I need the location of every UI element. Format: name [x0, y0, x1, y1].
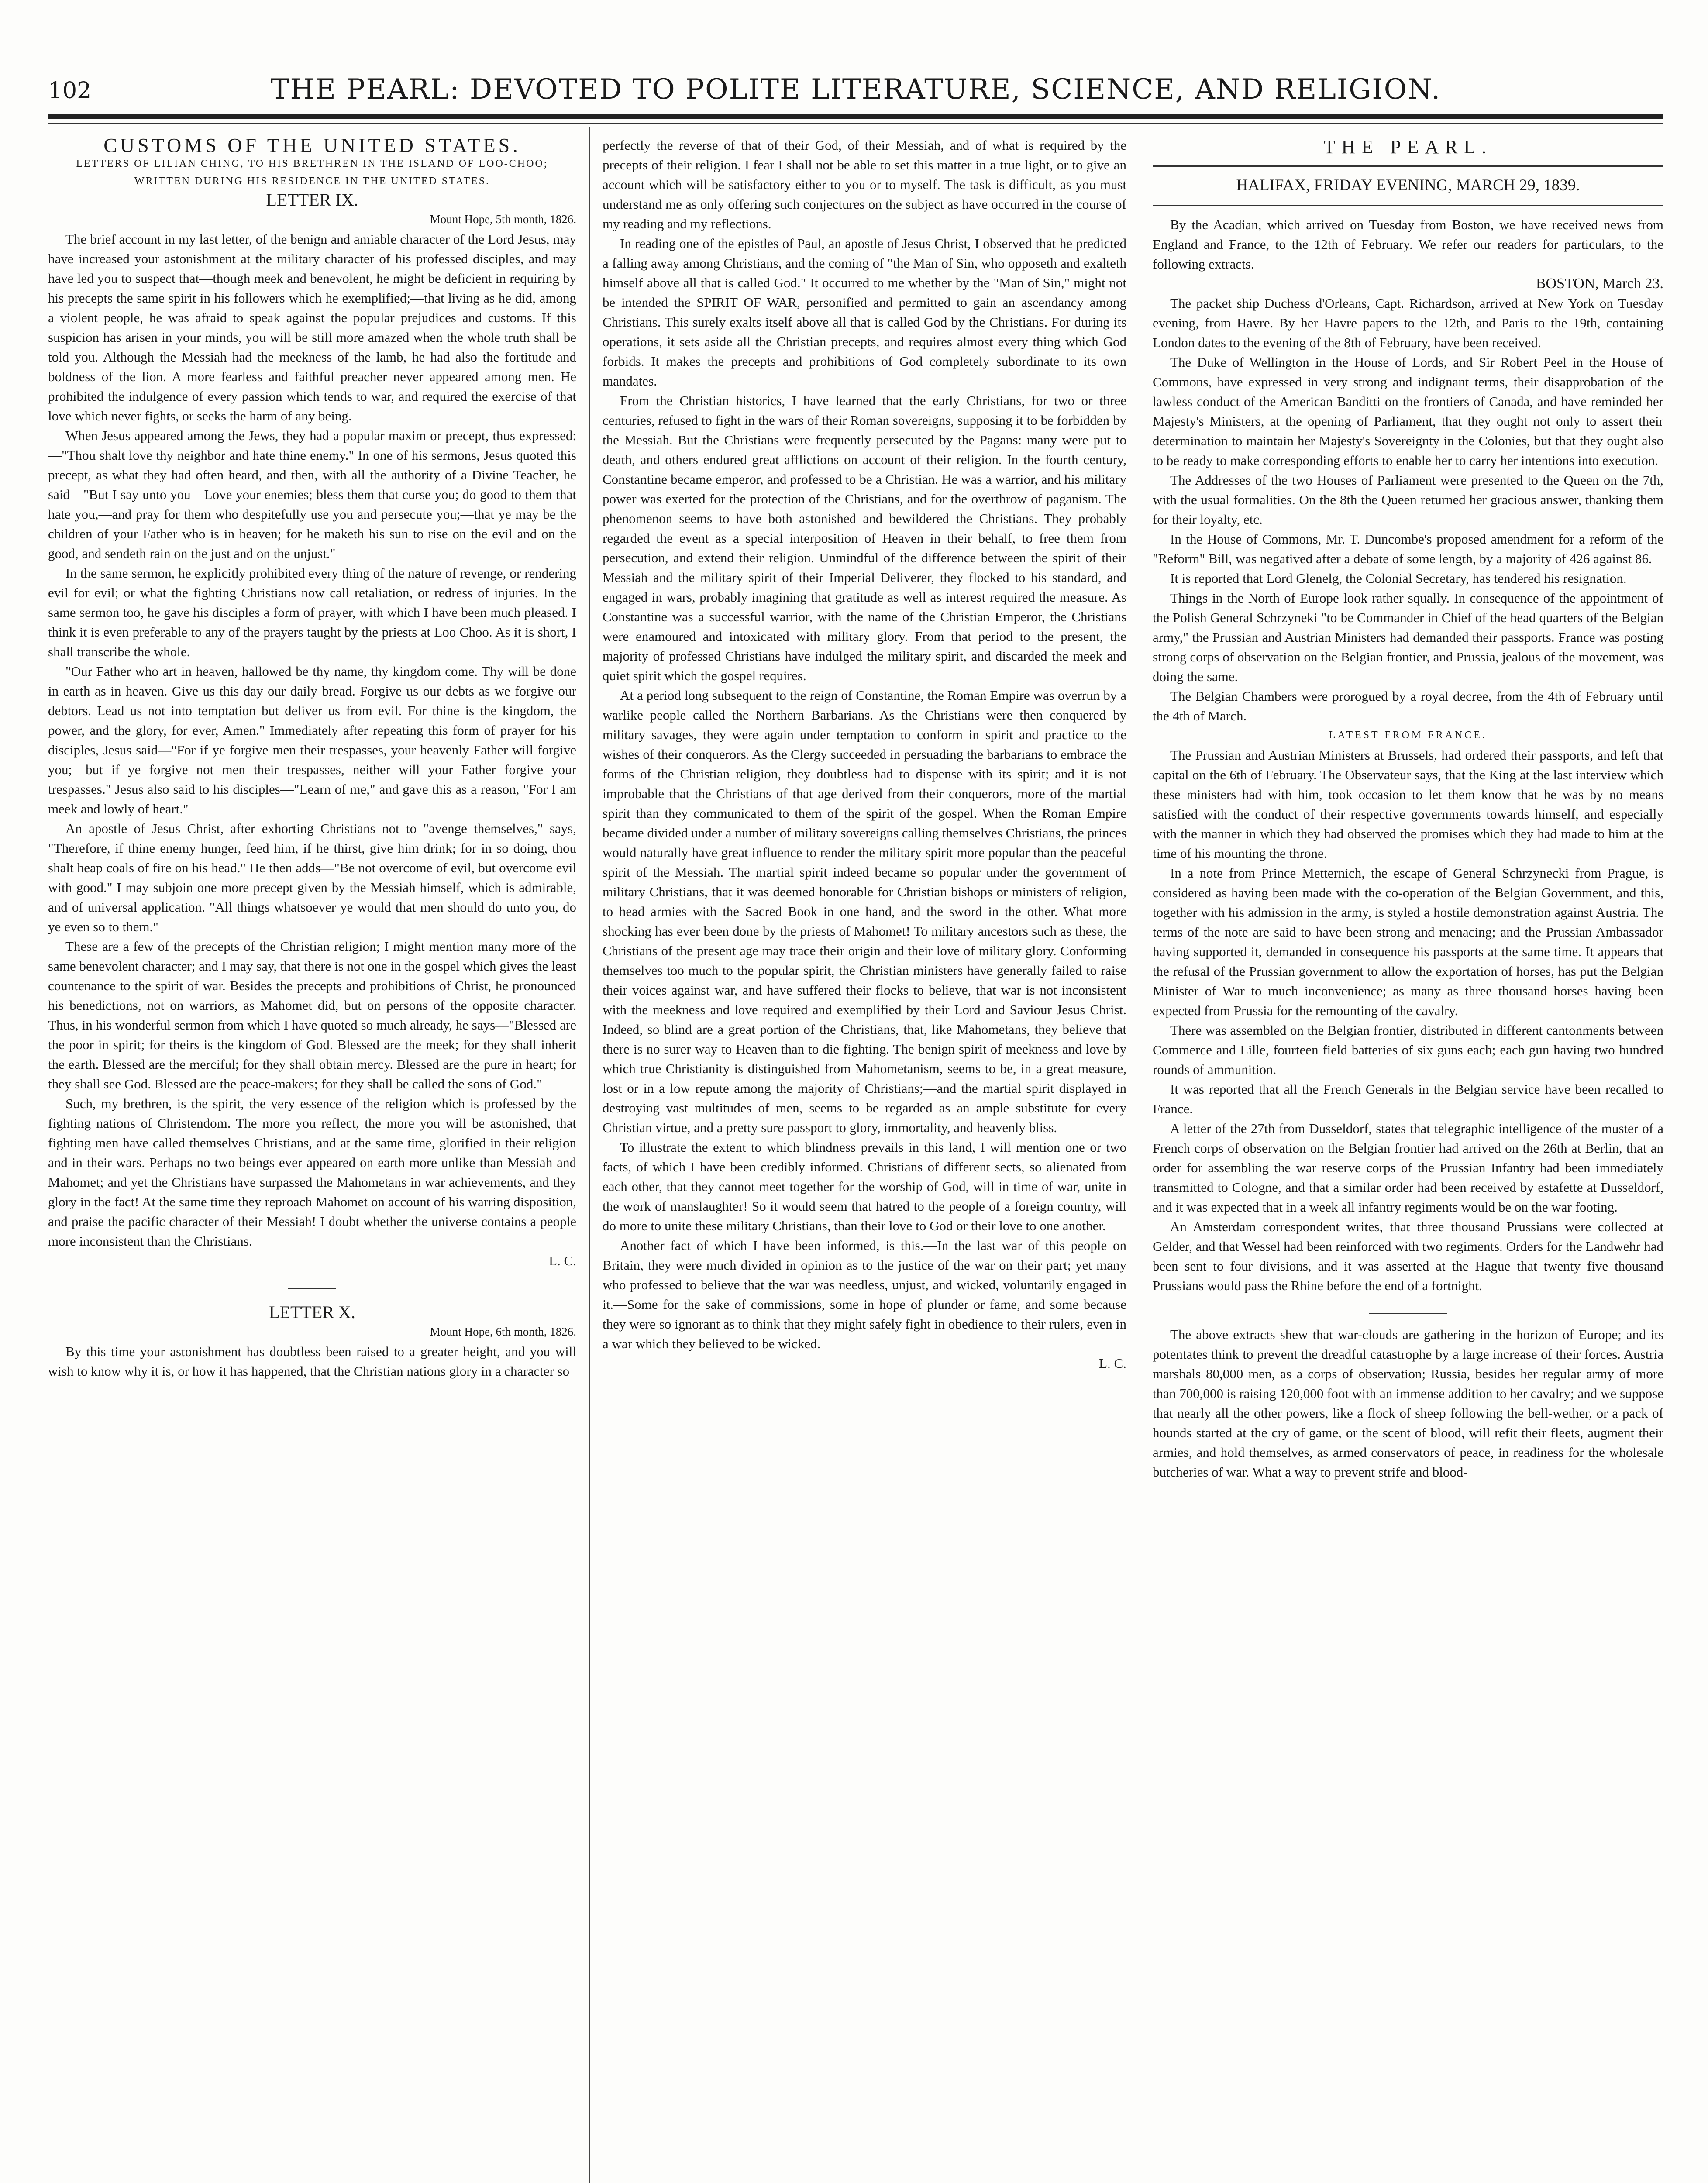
paragraph: The packet ship Duchess d'Orleans, Capt. Richardson, arrived at New York on Tuesday evening, from Havre. By her Havre papers to the 12th, and Paris to the 19th, containing London dates to the evening of the 8th of February, have been received. [1153, 296, 1663, 350]
paragraph: There was assembled on the Belgian frontier, distributed in different cantonments between Commerce and Lille, fourteen field batteries of six guns each; each gun having two hundred rounds of ammunition. [1153, 1023, 1663, 1077]
column-divider [1140, 127, 1141, 2183]
letter-title: LETTER IX. [266, 190, 358, 210]
paragraph: The Addresses of the two Houses of Parliament were presented to the Queen on the 7th, with the usual formalities. On the 8th the Queen returned her gracious answer, thanking them for their loyalty, etc. [1153, 472, 1663, 527]
paragraph: Such, my brethren, is the spirit, the very essence of the religion which is professed by the fighting nations of Christendom. The more you reflect, the more you will be astonished, that fighting men have called themselves Christians, and at the same time, glorified in their religion and in their wars. Perhaps no two beings ever appeared on earth more unlike than Messiah and Mahomet; and yet the Christians have surpassed the Mahometans in war achievements, and they glory in the fact! At the same time they reproach Mahomet on account of his warring disposition, and praise the pacific character of their Messiah! I doubt whether the universe contains a people more inconsistent than the Christians. [48, 1096, 576, 1249]
article-subheading: LETTERS OF LILIAN CHING, TO HIS BRETHREN IN THE ISLAND OF LOO-CHOO; WRITTEN DURING HIS RESIDENCE IN THE UNITED STATES. [76, 158, 548, 187]
paragraph: It is reported that Lord Glenelg, the Colonial Secretary, has tendered his resignation. [1170, 571, 1627, 586]
paragraph: By this time your astonishment has doubtless been raised to a greater height, and you will wish to know why it is, or how it has happened, that the Christian nations glory in a character so [48, 1344, 576, 1379]
section-heading: LATEST FROM FRANCE. [1329, 730, 1487, 741]
boston-dateline: BOSTON, March 23. [1536, 275, 1663, 292]
paragraph: It was reported that all the French Generals in the Belgian service have been recalled to France. [1153, 1081, 1663, 1116]
paragraph: In the same sermon, he explicitly prohibited every thing of the nature of revenge, or rendering evil for evil; or what the fighting Christians now call retaliation, or redress of injuries. In the same sermon too, he gave his disciples a form of prayer, with which I have been much pleased. I think it is even preferable to any of the prayers taught by the priests at Loo Choo. As it is short, I shall transcribe the whole. [48, 565, 576, 659]
edition-dateline: HALIFAX, FRIDAY EVENING, MARCH 29, 1839. [1236, 176, 1580, 194]
paragraph: perfectly the reverse of that of their God, of their Messiah, and of what is required by the precepts of their religion. I fear I shall not be able to set this matter in a true light, or to give an account which will be satisfactory either to you or to myself. The task is difficult, as you must understand me as only offering such conjectures on the subject as have occurred in the course of my reading and my reflections. [603, 138, 1126, 231]
paragraph: An Amsterdam correspondent writes, that three thousand Prussians were collected at Gelder, and that Wessel had been reinforced with two regiments. Orders for the Landwehr had been sent to four divisions, and it was asserted at the Hague that twenty five thousand Prussians would pass the Rhine before the end of a fortnight. [1153, 1219, 1663, 1293]
paragraph: These are a few of the precepts of the Christian religion; I might mention many more of the same benevolent character; and I may say, that there is not one in the gospel which gives the least countenance to the spirit of war. Besides the precepts and prohibitions of Christ, he pronounced his benedictions, not on warriors, as Mahomet did, but on persons of the opposite character. Thus, in his wonderful sermon from which I have quoted so much already, he says—"Blessed are the poor in spirit; for theirs is the kingdom of God. Blessed are the meek; for they shall inherit the earth. Blessed are the merciful; for they shall obtain mercy. Blessed are the pure in heart; for they shall see God. Blessed are the peace-makers; for they shall be called the sons of God." [48, 939, 576, 1092]
letter-dateline: Mount Hope, 6th month, 1826. [430, 1325, 576, 1338]
paragraph: In reading one of the epistles of Paul, an apostle of Jesus Christ, I observed that he predicted a falling away among Christians, and the coming of "the Man of Sin, who opposeth and exalteth himself above all that is called God." It occurred to me whether by the "Man of Sin," might not be intended the SPIRIT OF WAR, personified and permitted to gain an ascendancy among Christians. This surely exalts itself above all that is called God by the Christians. For during its operations, it sets aside all the Christian precepts, and requires almost every thing which God forbids. It makes the precepts and prohibitions of God completely subordinate to its own mandates. [603, 236, 1126, 389]
masthead-rule-thick [48, 114, 1663, 119]
editorial-title: THE PEARL. [1323, 136, 1493, 158]
paragraph: At a period long subsequent to the reign of Constantine, the Roman Empire was overrun by a warlike people called the Northern Barbarians. As the Christians were then conquered by military savages, they were again under temptation to conform in spirit and practice to the wishes of their conquerors. As the Clergy succeeded in persuading the barbarians to embrace the forms of the Christian religion, they doubtless had to dispense with its spirit; and it is not improbable that the Christians of that age derived from their conquerors, more of the martial spirit than they communicated to them of the spirit of the gospel. When the Roman Empire became divided under a number of military sovereigns calling themselves Christians, the princes would naturally have great influence to render the military spirit more popular than the peaceful spirit of the Messiah. The martial spirit indeed became so popular under the government of military Christians, that it was deemed honorable for Christian bishops or ministers of religion, to head armies with the Sacred Book in one hand, and the sword in the other. What more shocking has ever been done by the priests of Mahomet! To military ancestors such as these, the Christians of the present age may trace their origin and their love of military glory. Conforming themselves too much to the popular spirit, the Christian ministers have generally failed to raise their voices against war, and have suffered their flocks to believe, that war is not inconsistent with the meekness and love required and exemplified by their Lord and Saviour Jesus Christ. Indeed, so blind are a great portion of the Christians, that, like Mahometans, they believe that there is no surer way to Heaven than to die fighting. The benign spirit of meekness and love by which true Christianity is distinguished from Mahometanism, seems to be, in a great measure, lost or in a low repute among the majority of Christians;—and the martial spirit displayed in destroying vast multitudes of men, seems to be regarded as an ample substitute for every Christian virtue, and a pretty sure passport to glory, immortality, and heavenly bliss. [603, 688, 1126, 1135]
paragraph: A letter of the 27th from Dusseldorf, states that telegraphic intelligence of the muster of a French corps of observation on the Belgian frontier had arrived on the 26th at Berlin, that an order for assembling the war reserve corps of the Prussian Infantry had been immediately transmitted to Cologne, and that a similar order had been received by estafette at Dusseldorf, and it was expected that in a week all infantry regiments would be on the war footing. [1153, 1121, 1663, 1215]
paragraph: "Our Father who art in heaven, hallowed be thy name, thy kingdom come. Thy will be done in earth as in heaven. Give us this day our daily bread. Forgive us our debts as we forgive our debtors. Lead us not into temptation but deliver us from evil. For thine is the kingdom, the power, and the glory, for ever, Amen." Immediately after repeating this form of prayer for his disciples, Jesus said—"For if ye forgive men their trespasses, your heavenly Father will forgive you;—but if ye forgive not men their trespasses, neither will your Father forgive your trespasses." Jesus also said to his disciples—"Learn of me," and gave this as a reason, "For I am meek and lowly of heart." [48, 664, 576, 816]
section-rule [288, 1288, 336, 1289]
column-left [48, 135, 576, 2183]
signature: L. C. [1099, 1356, 1126, 1371]
masthead [48, 65, 1663, 109]
paragraph: The Prussian and Austrian Ministers at Brussels, had ordered their passports, and left that capital on the 6th of February. The Observateur says, that the King at the last interview which these ministers had with him, took occasion to let them know that he was by no means satisfied with the conduct of their respective governments towards himself, and especially with the manner in which they had observed the promises which they had made to him at the time of his mounting the throne. [1153, 747, 1663, 861]
column-right [1153, 135, 1663, 2183]
paragraph: In the House of Commons, Mr. T. Duncombe's proposed amendment for a reform of the "Reform" Bill, was negatived after a debate of some length, by a majority of 426 against 86. [1153, 531, 1663, 566]
page-number: 102 [48, 78, 92, 104]
paragraph: Another fact of which I have been informed, is this.—In the last war of this people on Britain, they were much divided in opinion as to the justice of the war on their part; yet many who professed to believe that the war was needless, unjust, and wicked, voluntarily engaged in it.—Some for the sake of commissions, some in hope of plunder or fame, and some because they were so ignorant as to think that they might safely fight in obedience to their rulers, even in a war which they believed to be wicked. [603, 1238, 1126, 1351]
paragraph: From the Christian historics, I have learned that the early Christians, for two or three centuries, refused to fight in the wars of their Roman sovereigns, supposing it to be forbidden by the Messiah. But the Christians were frequently persecuted by the Pagans: many were put to death, and others endured great afflictions on account of their religion. In the fourth century, Constantine became emperor, and professed to be a Christian. He was a warrior, and his military power was exerted for the protection of the Christians, and for the overthrow of paganism. The phenomenon seems to have both astonished and bewildered the Christians. They probably regarded the event as a special interposition of Heaven in their behalf, to free them from persecution, and extend their religion. Unmindful of the difference between the spirit of their Messiah and the military spirit of their Imperial Deliverer, they flocked to his standard, and engaged in wars, probably imagining that gratitude as well as interest required the measure. As Constantine was a successful warrior, with the name of the Christian Emperor, the Christians were enamoured and intoxicated with military glory. From that period to the present, the majority of professed Christians have indulged the military spirit, and discarded the meek and quiet spirit which the gospel requires. [603, 393, 1126, 683]
column-divider [589, 127, 591, 2183]
edition-rule [1153, 205, 1663, 206]
paragraph: The brief account in my last letter, of the benign and amiable character of the Lord Jesus, may have increased your astonishment at the military character of his professed disciples, and may have led you to suspect that—though meek and benevolent, he might be deficient in requiring by his precepts the same spirit in his followers which he exemplified;—that living as he did, among a violent people, he was afraid to speak against the popular prejudices and customs. If this suspicion has arisen in your minds, you will be still more amazed when the whole truth shall be told you. Although the Messiah had the meekness of the lamb, he had also the fortitude and boldness of the lion. A more fearless and faithful preacher never appeared among men. He prohibited the indulgence of every passion which tends to war, and required the exercise of that love which never fights, or seeks the harm of any being. [48, 231, 576, 424]
paragraph: By the Acadian, which arrived on Tuesday from Boston, we have received news from England and France, to the 12th of February. We refer our readers for particulars, to the following extracts. [1153, 217, 1663, 272]
paragraph: To illustrate the extent to which blindness prevails in this land, I will mention one or two facts, of which I have been credibly informed. Christians of different sects, so alienated from each other, that they cannot meet together for the worship of God, will in time of war, unite in the work of manslaughter! So it would seem that hatred to the people of a foreign country, will do more to unite these military Christians, than their love to God or their love to one another. [603, 1140, 1126, 1233]
newspaper-title: THE PEARL: DEVOTED TO POLITE LITERATURE, SCIENCE, AND RELIGION. [270, 73, 1441, 106]
paragraph: An apostle of Jesus Christ, after exhorting Christians not to "avenge themselves," says, "Therefore, if thine enemy hunger, feed him, if he thirst, give him drink; for in so doing, thou shalt heap coals of fire on his head." He then adds—"Be not overcome of evil, but overcome evil with good." I may subjoin one more precept given by the Messiah himself, which is admirable, and of universal application. "All things whatsoever ye would that men should do unto you, do ye even so to them." [48, 821, 576, 934]
signature: L. C. [549, 1253, 576, 1268]
column-middle [603, 135, 1126, 2183]
masthead-rule-thin [48, 123, 1663, 124]
article-heading: CUSTOMS OF THE UNITED STATES. [103, 135, 521, 156]
paragraph: When Jesus appeared among the Jews, they had a popular maxim or precept, thus expressed:—"Thou shalt love thy neighbor and hate thine enemy." In one of his sermons, Jesus quoted this precept, as what they had often heard, and then, with all the authority of a Divine Teacher, he said—"But I say unto you—Love your enemies; bless them that curse you; do good to them that hate you,—and pray for them who despitefully use you and persecute you;—that ye may be the children of your Father who is in heaven; for he maketh his sun to rise on the evil and on the good, and sendeth rain on the just and on the unjust." [48, 428, 576, 561]
paragraph: The Belgian Chambers were prorogued by a royal decree, from the 4th of February until the 4th of March. [1153, 689, 1663, 723]
title-rule [1153, 165, 1663, 167]
letter-dateline: Mount Hope, 5th month, 1826. [430, 213, 576, 226]
paragraph: The above extracts shew that war-clouds are gathering in the horizon of Europe; and its potentates think to prevent the dreadful catastrophe by a large increase of their forces. Austria marshals 80,000 men, as a corps of observation; Russia, besides her regular army of more than 700,000 is raising 120,000 foot with an immense addition to her cavalry; and we suppose that nearly all the other powers, like a flock of sheep following the bell-wether, or a pack of hounds started at the cry of game, or the scent of blood, will refit their fleets, augment their armies, and hold themselves, as armed conservators of peace, in readiness for the wholesale butcheries of war. What a way to prevent strife and blood- [1153, 1327, 1663, 1480]
section-rule [1369, 1313, 1447, 1314]
paragraph: In a note from Prince Metternich, the escape of General Schrzynecki from Prague, is considered as having been made with the co-operation of the Belgian Government, and this, together with his admission in the army, is styled a hostile demonstration against Austria. The terms of the note are said to have been strong and menacing; and the Prussian Ambassador having supported it, demanded in consequence his passports at the same time. It appears that the refusal of the Prussian government to allow the exportation of horses, has put the Belgian Minister of War to much inconvenience; as many as three thousand horses having been expected from Prussia for the remounting of the cavalry. [1153, 865, 1663, 1018]
paragraph: Things in the North of Europe look rather squally. In consequence of the appointment of the Polish General Schrzyneki "to be Commander in Chief of the head quarters of the Belgian army," the Prussian and Austrian Ministers had demanded their passports. France was posting strong corps of observation on the Belgian frontier, and Prussia, jealous of the movement, was doing the same. [1153, 590, 1663, 684]
letter-title: LETTER X. [269, 1302, 355, 1322]
paragraph: The Duke of Wellington in the House of Lords, and Sir Robert Peel in the House of Commons, have expressed in very strong and indignant terms, their disapprobation of the lawless conduct of the American Banditti on the frontiers of Canada, and have reminded her Majesty's Ministers, at the opening of Parliament, that they ought not only to assert their determination to maintain her Majesty's Sovereignty in the Colonies, but that they ought also to be ready to make corresponding efforts to enable her to carry her intentions into execution. [1153, 355, 1663, 468]
